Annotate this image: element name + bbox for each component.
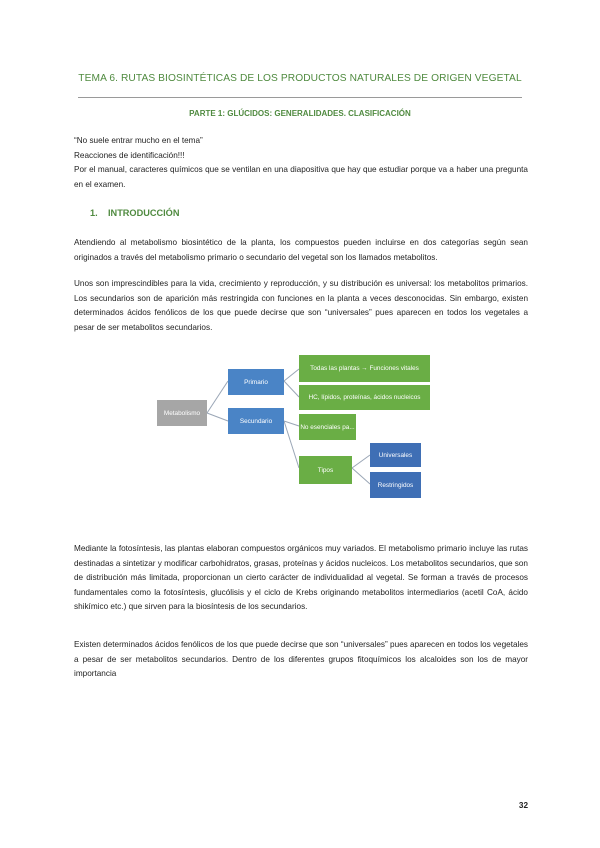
node-hc-lipidos (299, 385, 430, 410)
node-hc-label: HC, lípidos, proteínas, ácidos nucleicos (308, 394, 421, 401)
document-title: TEMA 6. RUTAS BIOSINTÉTICAS DE LOS PRODUCTOS NATURALES DE ORIGEN VEGETAL (78, 73, 522, 84)
node-universales-label: Universales (378, 451, 413, 459)
connector-tipos-restringidos (352, 468, 370, 484)
note-identification: Reacciones de identificación!!! (74, 150, 185, 160)
note-manual: Por el manual, caracteres químicos que se ventilan en una diapositiva que hay que estudiar porque va a haber una pregunta en el examen. (74, 165, 528, 189)
document-subtitle: PARTE 1: GLÚCIDOS: GENERALIDADES. CLASIFICACIÓN (189, 109, 411, 118)
connector-secundario-noesenciales (284, 421, 299, 426)
node-todas-label: Todas las plantas → Funciones vitales (310, 365, 419, 372)
section-number: 1. (90, 208, 98, 218)
node-secundario-label: Secundario (239, 417, 273, 425)
connector-root-secundario (207, 413, 228, 421)
node-tipos-label: Tipos (317, 466, 334, 474)
node-primario-label: Primario (244, 378, 268, 386)
node-tipos (299, 456, 352, 484)
node-metabolismo (157, 400, 207, 426)
node-todas-las-plantas (299, 355, 430, 382)
node-restringidos-label: Restringidos (377, 481, 414, 489)
connector-primario-todas (284, 369, 299, 381)
node-universales (370, 443, 421, 467)
node-no-esenciales-label: No esenciales pa... (300, 423, 355, 431)
paragraph-4: Existen determinados ácidos fenólicos de los que puede decirse que son “universales” pues aparecen en todos los vegetales a pesar de ser metabolitos secundarios. Dentro de los diferentes grupos fitoquímicos los alcaloides son los de mayor importancia (74, 640, 528, 678)
section-title: INTRODUCCIÓN (108, 208, 180, 218)
paragraph-2: Unos son imprescindibles para la vida, crecimiento y reproducción, y su distribución es universal: los metabolitos primarios. Los secundarios son de aparición más restringida con funciones en la planta a veces desconocidas. Sin embargo, existen determinados ácidos fenólicos de los que puede decirse que son “universales” pues aparecen en todos los vegetales a pesar de ser metabolitos secundarios. (74, 279, 528, 332)
connector-secundario-tipos (284, 421, 299, 468)
section-heading (90, 208, 179, 218)
node-metabolismo-label: Metabolismo (163, 409, 201, 417)
paragraph-3: Mediante la fotosíntesis, las plantas elaboran compuestos orgánicos muy variados. El metabolismo primario incluye las rutas destinadas a sintetizar y modificar carbohidratos, grasas, proteínas y ácidos nucleicos. Los metabolitos secundarios, que son de distribución más limitada, proporcionan un cierto carácter de individualidad al vegetal. Se forman a través de procesos fundamentales como la fotosíntesis, glucólisis y el ciclo de Krebs originando metabolitos intermediarios (acetil CoA, ácido shikímico etc.) que sirven para la biosíntesis de los secundarios. (74, 544, 528, 611)
connector-primario-hc (284, 381, 299, 397)
connector-root-primario (207, 381, 228, 413)
node-secundario (228, 408, 284, 434)
note-quote: “No suele entrar mucho en el tema” (74, 136, 203, 145)
node-restringidos (370, 472, 421, 498)
node-primario (228, 369, 284, 395)
title-divider (78, 97, 522, 98)
notes-block (74, 134, 528, 192)
connector-tipos-universales (352, 455, 370, 468)
node-no-esenciales (299, 414, 356, 440)
paragraph-1: Atendiendo al metabolismo biosintético de la planta, los compuestos pueden incluirse en dos categorías según sean originados a través del metabolismo primario o secundario del vegetal son los llamados metabolitos. (74, 238, 528, 262)
page-number: 32 (518, 801, 528, 810)
